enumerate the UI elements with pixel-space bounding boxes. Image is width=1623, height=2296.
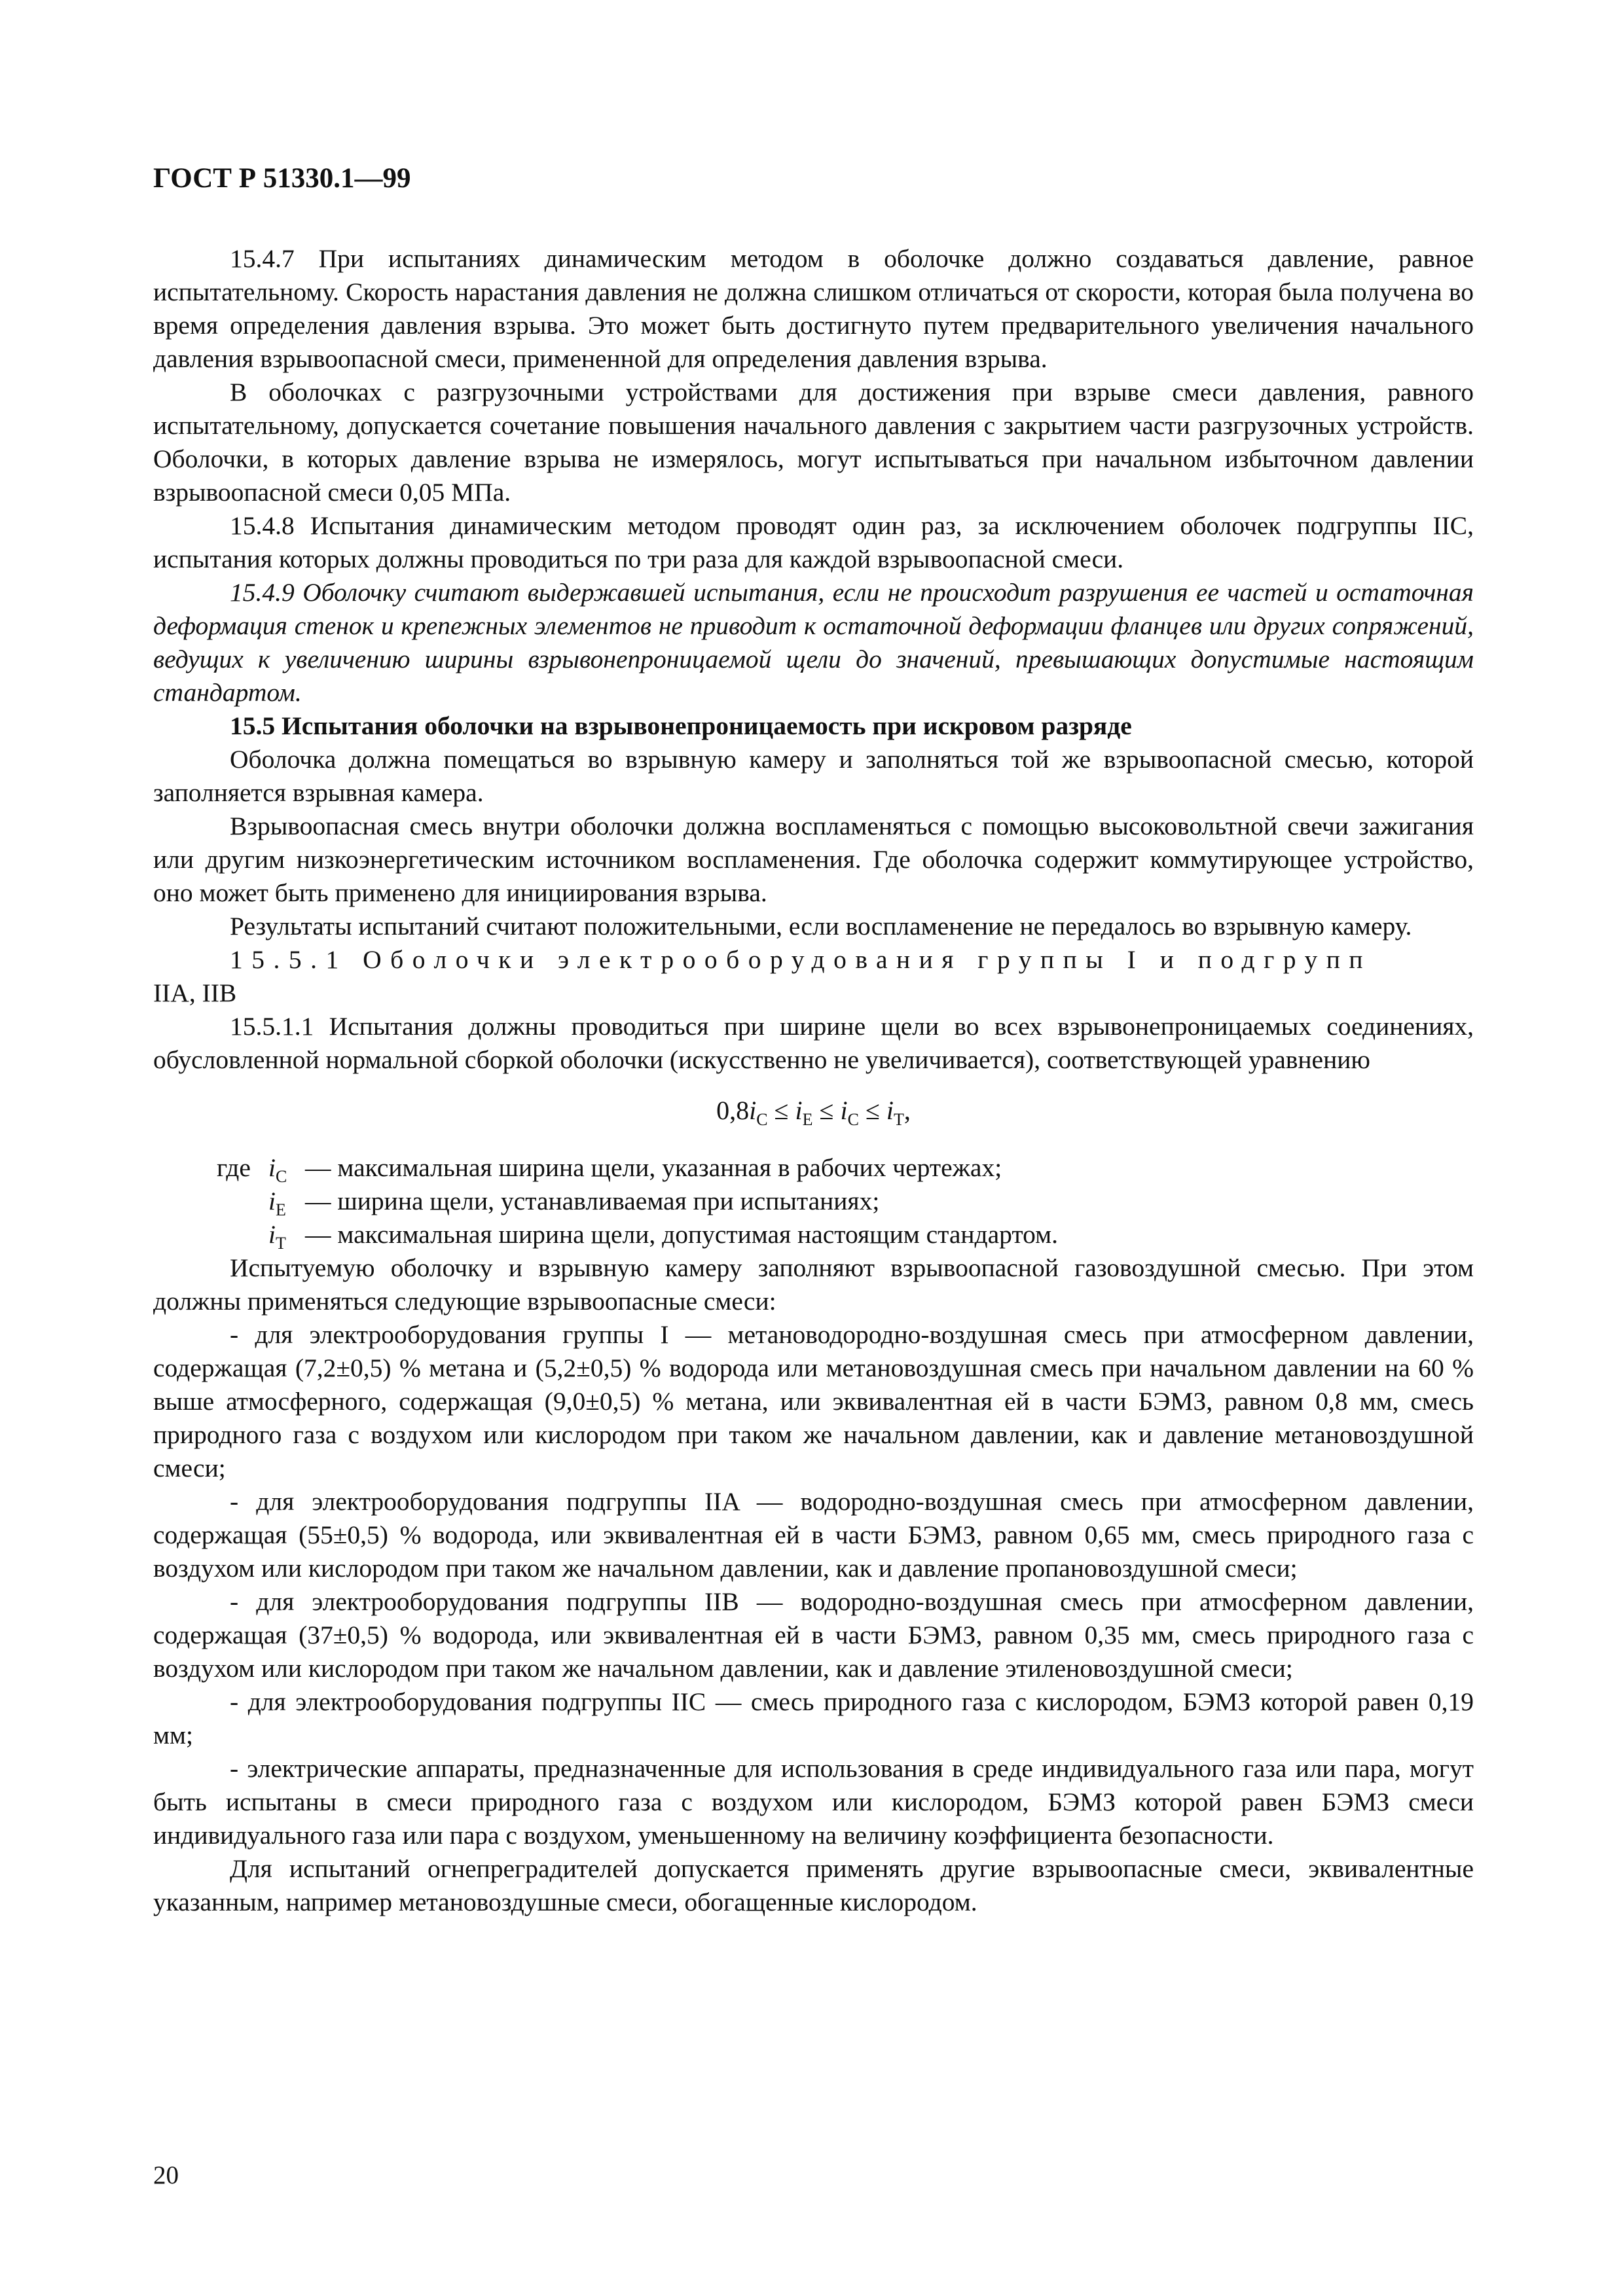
paragraph-15-4-8: 15.4.8 Испытания динамическим методом проводят один раз, за исключением оболочек подгруппы IIC, испытания которых должны проводиться по три раза для каждой взрывоопасной смеси.: [153, 511, 1474, 573]
gap-width-formula: $0,8i_C \le i_E \le i_C \le i_T$,: [716, 1096, 911, 1129]
paragraph-ignition: Взрывоопасная смесь внутри оболочки должна воспламеняться с помощью высоковольтной свечи зажигания или другим низкоэнергетическим источником воспламенения. Где оболочка содержит коммутирующее устройство, оно может быть применено для инициирования взрыва.: [153, 812, 1474, 907]
document-header: ГОСТ Р 51330.1—99: [153, 163, 411, 194]
paragraph-test-mixtures: Испытуемую оболочку и взрывную камеру заполняют взрывоопасной газовоздушной смесью. При этом должны применяться следующие взрывоопасные смеси:: [153, 1253, 1474, 1316]
paragraph-15-5-1-1: 15.5.1.1 Испытания должны проводиться при ширине щели во всех взрывонепроницаемых соединениях, обусловленной нормальной сборкой оболочки (искусственно не увеличивается), соответствующей уравнению: [153, 1012, 1474, 1074]
paragraph-relief-devices: В оболочках с разгрузочными устройствами для достижения при взрыве смеси давления, равного испытательному, допускается сочетание повышения начального давления с закрытием части разгрузочных устройств. Оболочки, в которых давление взрыва не измерялось, могут испытываться при начальном избыточном давлении взрывоопасной смеси 0,05 МПа.: [153, 378, 1474, 507]
page-number: 20: [153, 2161, 179, 2189]
list-item-individual-gas: - электрические аппараты, предназначенные для использования в среде индивидуального газа или пара, могут быть испытаны в смеси природного газа с воздухом или кислородом, БЭМЗ которой равен БЭМЗ смеси индивидуального газа или пара с воздухом, уменьшенному на величину коэффициента безопасности.: [153, 1754, 1474, 1850]
formula-legend-ie: $i_E$ — ширина щели, устанавливаемая при испытаниях;: [268, 1187, 880, 1219]
formula-legend-ic: где $i_C$ — максимальная ширина щели, указанная в рабочих чертежах;: [217, 1153, 1002, 1186]
subsection-heading-15-5-1-cont: IIA, IIB: [153, 978, 237, 1007]
paragraph-results: Результаты испытаний считают положительными, если воспламенение не передалось во взрывную камеру.: [230, 912, 1412, 941]
section-heading-15-5: 15.5 Испытания оболочки на взрывонепроницаемость при искровом разряде: [230, 711, 1132, 740]
paragraph-15-4-9: 15.4.9 Оболочку считают выдержавшей испытания, если не происходит разрушения ее частей и остаточная деформация стенок и крепежных элементов не приводит к остаточной деформации фланцев или других сопряжений, ведущих к увеличению ширины взрывонепроницаемой щели до значений, превышающих допустимые настоящим стандартом.: [153, 578, 1474, 707]
paragraph-15-4-7: 15.4.7 При испытаниях динамическим методом в оболочке должно создаваться давление, равное испытательному. Скорость нарастания давления не должна слишком отличаться от скорости, которая была получена во время определения давления взрыва. Это может быть достигнуто путем предварительного увеличения начального давления взрывоопасной смеси, примененной для определения давления взрыва.: [153, 244, 1474, 373]
formula-legend-it: $i_T$ — максимальная ширина щели, допустимая настоящим стандартом.: [268, 1220, 1059, 1253]
list-item-subgroup-iib: - для электрооборудования подгруппы IIB — водородно-воздушная смесь при атмосферном давлении, содержащая (37±0,5) % водорода, или эквивалентная ей в части БЭМЗ, равном 0,35 мм, смесь природного газа с воздухом или кислородом при таком же начальном давлении, как и давление этиленовоздушной смеси;: [153, 1587, 1474, 1683]
list-item-subgroup-iic: - для электрооборудования подгруппы IIC — смесь природного газа с кислородом, БЭМЗ которой равен 0,19 мм;: [153, 1687, 1474, 1749]
paragraph-chamber-fill: Оболочка должна помещаться во взрывную камеру и заполняться той же взрывоопасной смесью, которой заполняется взрывная камера.: [153, 745, 1474, 807]
paragraph-flame-arresters: Для испытаний огнепреградителей допускается применять другие взрывоопасные смеси, эквивалентные указанным, например метановоздушные смеси, обогащенные кислородом.: [153, 1854, 1474, 1916]
list-item-group-i: - для электрооборудования группы I — метановодородно-воздушная смесь при атмосферном давлении, содержащая (7,2±0,5) % метана и (5,2±0,5) % водорода или метановоздушная смесь при начальном давлении на 60 % выше атмосферного, содержащая (9,0±0,5) % метана, или эквивалентная ей в части БЭМЗ, равном 0,8 мм, смесь природного газа с воздухом или кислородом при таком же начальном давлении, как и давление метановоздушной смеси;: [153, 1320, 1474, 1482]
document-body: [153, 242, 1474, 1919]
list-item-subgroup-iia: - для электрооборудования подгруппы IIA — водородно-воздушная смесь при атмосферном давлении, содержащая (55±0,5) % водорода, или эквивалентная ей в части БЭМЗ, равном 0,65 мм, смесь природного газа с воздухом или кислородом при таком же начальном давлении, как и давление пропановоздушной смеси;: [153, 1487, 1474, 1583]
subsection-heading-15-5-1: 15.5.1 Оболочки электрооборудования группы I и подгрупп: [230, 945, 1372, 974]
